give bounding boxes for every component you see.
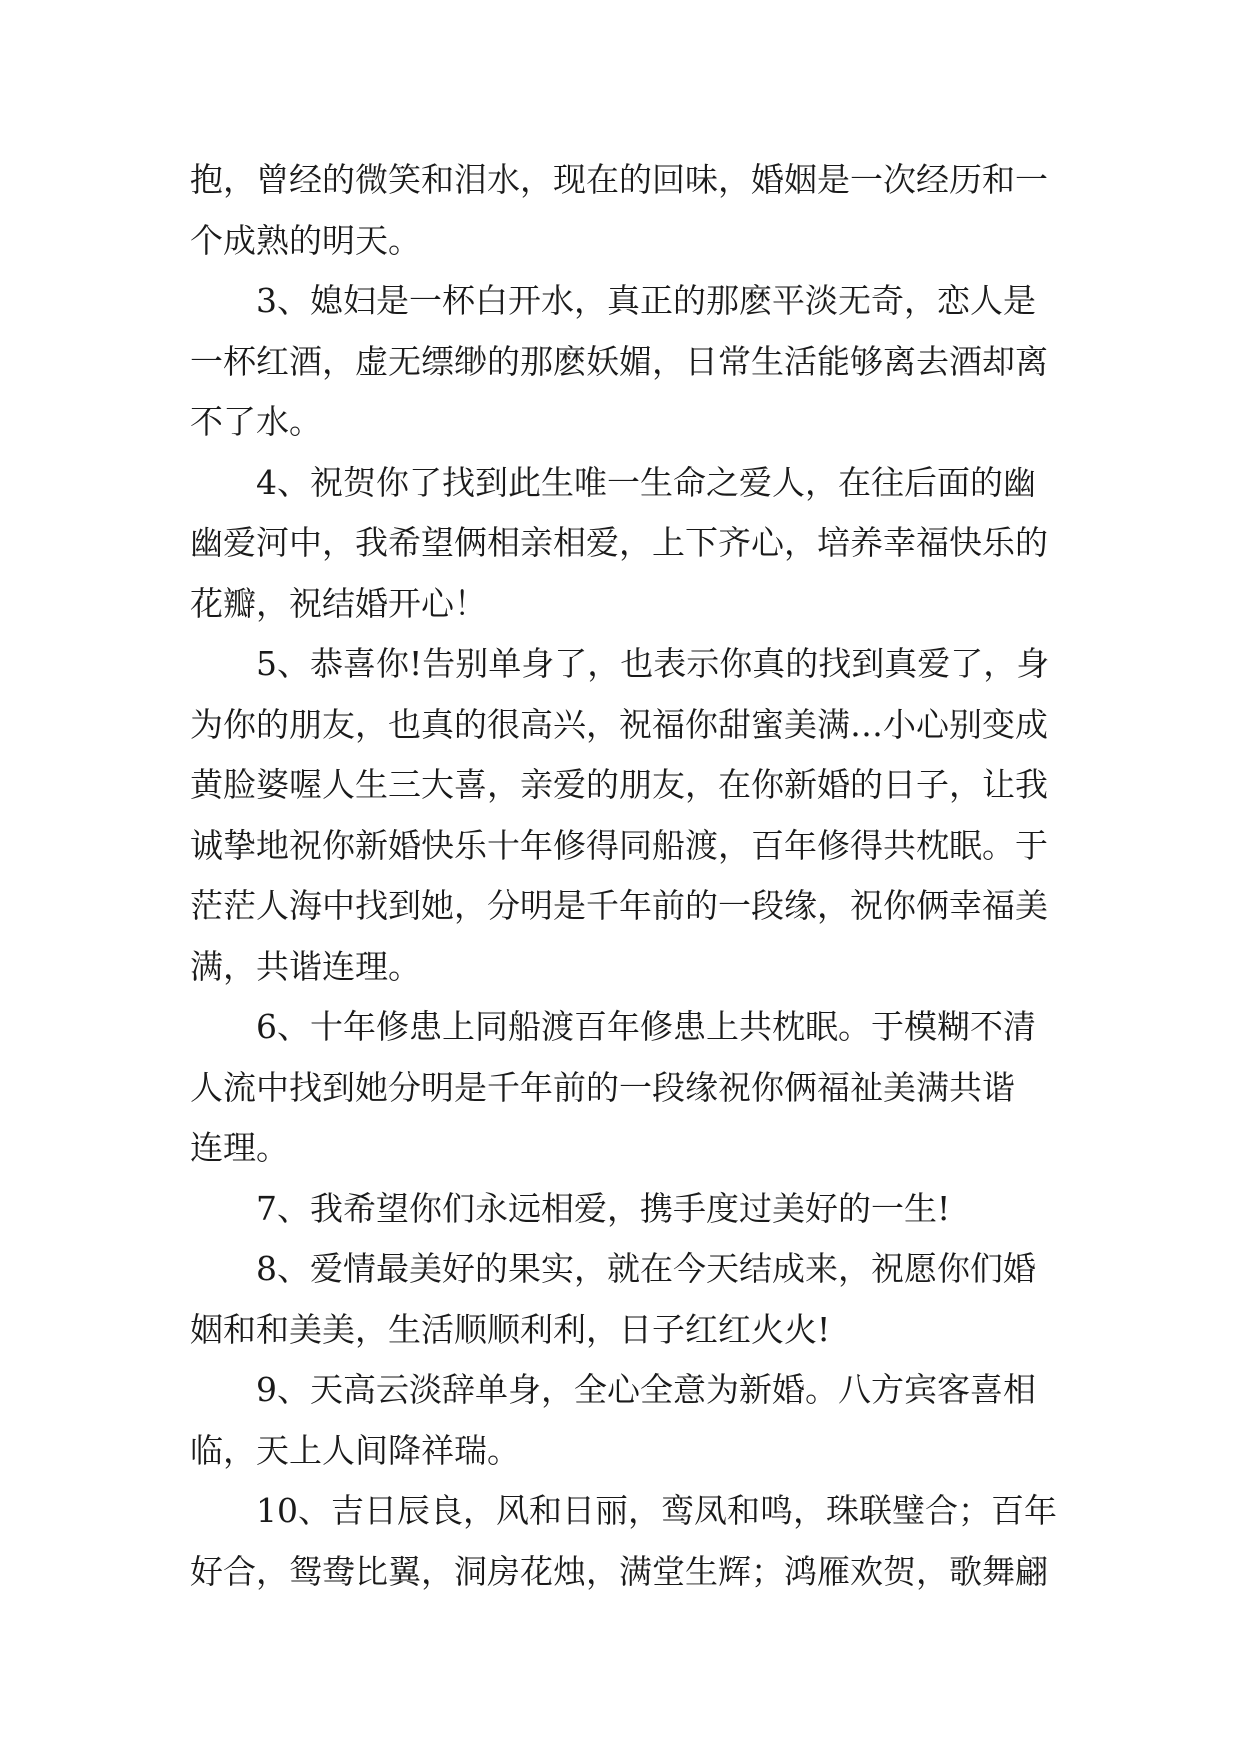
text-line: 6、十年修患上同船渡百年修患上共枕眠。于模糊不清 <box>256 1007 1036 1046</box>
text-line: 3、媳妇是一杯白开水，真正的那麽平淡无奇，恋人是 <box>256 281 1036 320</box>
text-line: 不了水。 <box>190 402 322 441</box>
text-line: 抱，曾经的微笑和泪水，现在的回味，婚姻是一次经历和一 <box>190 160 1048 199</box>
text-line: 诚挚地祝你新婚快乐十年修得同船渡，百年修得共枕眠。于 <box>190 825 1048 865</box>
text-line: 茫茫人海中找到她，分明是千年前的一段缘，祝你俩幸福美 <box>190 886 1048 925</box>
text-line: 一杯红酒，虚无缥缈的那麽妖媚，日常生活能够离去酒却离 <box>190 341 1048 381</box>
text-line: 花瓣，祝结婚开心！ <box>190 583 487 623</box>
document-body <box>190 150 1057 1602</box>
text-line: 为你的朋友，也真的很高兴，祝福你甜蜜美满…小心别变成 <box>190 704 1048 744</box>
text-line: 个成熟的明天。 <box>190 220 421 260</box>
text-line: 好合，鸳鸯比翼，洞房花烛，满堂生辉；鸿雁欢贺，歌舞翩 <box>190 1551 1048 1591</box>
text-line: 临，天上人间降祥瑞。 <box>190 1430 520 1470</box>
text-line: 黄脸婆喔人生三大喜，亲爱的朋友，在你新婚的日子，让我 <box>190 765 1048 804</box>
text-line: 幽爱河中，我希望俩相亲相爱，上下齐心，培养幸福快乐的 <box>190 523 1048 562</box>
text-line: 7、我希望你们永远相爱，携手度过美好的一生! <box>256 1188 951 1228</box>
text-line: 满，共谐连理。 <box>190 946 421 986</box>
text-line: 人流中找到她分明是千年前的一段缘祝你俩福祉美满共谐 <box>190 1067 1015 1107</box>
text-line: 9、天高云淡辞单身，全心全意为新婚。八方宾客喜相 <box>256 1370 1036 1409</box>
text-line: 8、爱情最美好的果实，就在今天结成来，祝愿你们婚 <box>256 1249 1036 1288</box>
text-line: 4、祝贺你了找到此生唯一生命之爱人，在往后面的幽 <box>256 462 1036 502</box>
text-line: 姻和和美美，生活顺顺利利，日子红红火火! <box>190 1309 831 1349</box>
text-line: 10、吉日辰良，风和日丽，鸾凤和鸣，珠联璧合；百年 <box>256 1491 1057 1530</box>
text-line: 5、恭喜你!告别单身了，也表示你真的找到真爱了，身 <box>256 644 1050 683</box>
text-line: 连理。 <box>190 1128 289 1167</box>
